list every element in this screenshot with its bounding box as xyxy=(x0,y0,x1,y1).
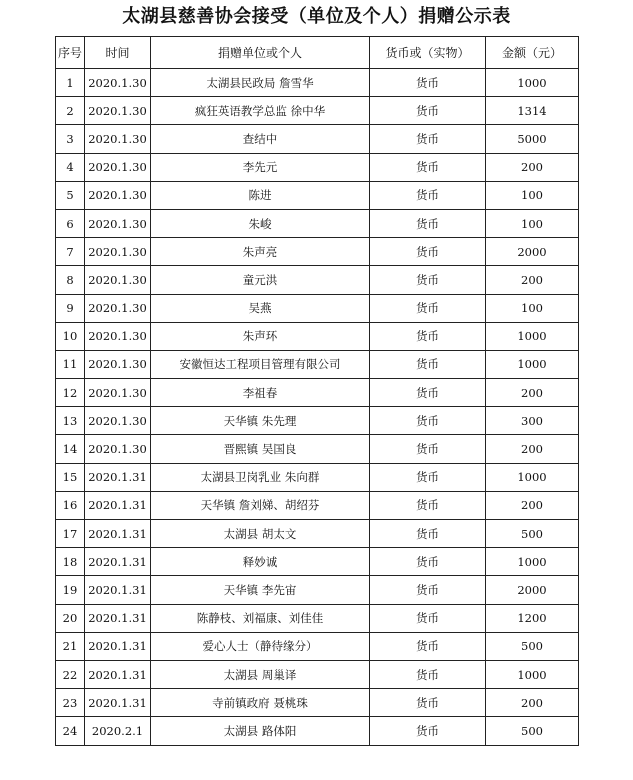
table-row xyxy=(56,491,579,519)
cell-index: 12 xyxy=(56,379,85,407)
donation-table xyxy=(55,36,579,746)
cell-amount: 500 xyxy=(486,717,579,745)
table-row xyxy=(56,576,579,604)
cell-type: 货币 xyxy=(370,125,486,153)
header-donor: 捐赠单位或个人 xyxy=(151,37,370,69)
cell-date: 2020.1.30 xyxy=(85,97,151,125)
cell-date: 2020.1.31 xyxy=(85,604,151,632)
cell-amount: 100 xyxy=(486,294,579,322)
cell-type: 货币 xyxy=(370,689,486,717)
cell-amount: 1000 xyxy=(486,463,579,491)
cell-index: 17 xyxy=(56,520,85,548)
cell-index: 13 xyxy=(56,407,85,435)
cell-date: 2020.1.30 xyxy=(85,238,151,266)
cell-donor: 天华镇 李先宙 xyxy=(151,576,370,604)
cell-amount: 100 xyxy=(486,181,579,209)
table-row xyxy=(56,604,579,632)
header-date: 时间 xyxy=(85,37,151,69)
cell-amount: 1000 xyxy=(486,350,579,378)
header-type: 货币或（实物） xyxy=(370,37,486,69)
cell-index: 9 xyxy=(56,294,85,322)
cell-date: 2020.1.30 xyxy=(85,350,151,378)
cell-date: 2020.1.31 xyxy=(85,576,151,604)
cell-date: 2020.2.1 xyxy=(85,717,151,745)
table-body xyxy=(56,69,579,746)
cell-index: 7 xyxy=(56,238,85,266)
cell-amount: 200 xyxy=(486,379,579,407)
cell-type: 货币 xyxy=(370,69,486,97)
cell-date: 2020.1.30 xyxy=(85,125,151,153)
table-row xyxy=(56,181,579,209)
cell-type: 货币 xyxy=(370,153,486,181)
cell-type: 货币 xyxy=(370,435,486,463)
table-row xyxy=(56,238,579,266)
cell-date: 2020.1.31 xyxy=(85,463,151,491)
cell-donor: 太湖县民政局 詹雪华 xyxy=(151,69,370,97)
cell-date: 2020.1.30 xyxy=(85,407,151,435)
table-row xyxy=(56,266,579,294)
table-row xyxy=(56,153,579,181)
cell-donor: 安徽恒达工程项目管理有限公司 xyxy=(151,350,370,378)
table-header-row xyxy=(56,37,579,69)
cell-date: 2020.1.31 xyxy=(85,520,151,548)
table-row xyxy=(56,379,579,407)
cell-donor: 太湖县卫岗乳业 朱向群 xyxy=(151,463,370,491)
cell-donor: 太湖县 胡太文 xyxy=(151,520,370,548)
page-title: 太湖县慈善协会接受（单位及个人）捐赠公示表 xyxy=(122,6,511,27)
cell-donor: 疯狂英语教学总监 徐中华 xyxy=(151,97,370,125)
cell-date: 2020.1.30 xyxy=(85,379,151,407)
cell-index: 18 xyxy=(56,548,85,576)
cell-amount: 200 xyxy=(486,435,579,463)
cell-type: 货币 xyxy=(370,491,486,519)
cell-amount: 300 xyxy=(486,407,579,435)
cell-index: 10 xyxy=(56,322,85,350)
cell-index: 24 xyxy=(56,717,85,745)
cell-type: 货币 xyxy=(370,463,486,491)
cell-index: 2 xyxy=(56,97,85,125)
cell-index: 22 xyxy=(56,660,85,688)
cell-type: 货币 xyxy=(370,322,486,350)
cell-index: 14 xyxy=(56,435,85,463)
table-row xyxy=(56,632,579,660)
cell-type: 货币 xyxy=(370,294,486,322)
cell-amount: 500 xyxy=(486,520,579,548)
cell-type: 货币 xyxy=(370,350,486,378)
cell-amount: 200 xyxy=(486,153,579,181)
table-row xyxy=(56,209,579,237)
cell-amount: 2000 xyxy=(486,238,579,266)
cell-date: 2020.1.30 xyxy=(85,209,151,237)
cell-type: 货币 xyxy=(370,632,486,660)
cell-donor: 朱声亮 xyxy=(151,238,370,266)
cell-amount: 1000 xyxy=(486,660,579,688)
cell-index: 4 xyxy=(56,153,85,181)
cell-donor: 吴燕 xyxy=(151,294,370,322)
cell-index: 21 xyxy=(56,632,85,660)
cell-donor: 李先元 xyxy=(151,153,370,181)
cell-index: 20 xyxy=(56,604,85,632)
cell-index: 5 xyxy=(56,181,85,209)
header-index: 序号 xyxy=(56,37,85,69)
table-row xyxy=(56,350,579,378)
table-row xyxy=(56,717,579,745)
cell-amount: 2000 xyxy=(486,576,579,604)
cell-donor: 晋熙镇 吴国良 xyxy=(151,435,370,463)
cell-donor: 童元洪 xyxy=(151,266,370,294)
cell-amount: 1200 xyxy=(486,604,579,632)
cell-donor: 朱声环 xyxy=(151,322,370,350)
table-row xyxy=(56,294,579,322)
cell-type: 货币 xyxy=(370,548,486,576)
cell-donor: 陈进 xyxy=(151,181,370,209)
cell-type: 货币 xyxy=(370,266,486,294)
cell-type: 货币 xyxy=(370,576,486,604)
table-row xyxy=(56,407,579,435)
cell-donor: 寺前镇政府 聂桃珠 xyxy=(151,689,370,717)
cell-date: 2020.1.30 xyxy=(85,69,151,97)
table-row xyxy=(56,689,579,717)
cell-amount: 200 xyxy=(486,266,579,294)
cell-type: 货币 xyxy=(370,604,486,632)
cell-type: 货币 xyxy=(370,717,486,745)
cell-date: 2020.1.30 xyxy=(85,322,151,350)
cell-date: 2020.1.31 xyxy=(85,689,151,717)
cell-donor: 爱心人士（静待缘分） xyxy=(151,632,370,660)
cell-date: 2020.1.30 xyxy=(85,266,151,294)
cell-index: 6 xyxy=(56,209,85,237)
table-row xyxy=(56,322,579,350)
cell-donor: 李祖春 xyxy=(151,379,370,407)
cell-index: 8 xyxy=(56,266,85,294)
cell-type: 货币 xyxy=(370,181,486,209)
cell-type: 货币 xyxy=(370,209,486,237)
cell-type: 货币 xyxy=(370,238,486,266)
cell-date: 2020.1.31 xyxy=(85,660,151,688)
table-row xyxy=(56,520,579,548)
cell-type: 货币 xyxy=(370,379,486,407)
cell-amount: 100 xyxy=(486,209,579,237)
cell-date: 2020.1.31 xyxy=(85,491,151,519)
table-row xyxy=(56,69,579,97)
cell-date: 2020.1.30 xyxy=(85,294,151,322)
cell-donor: 陈静枝、刘福康、刘佳佳 xyxy=(151,604,370,632)
table-row xyxy=(56,548,579,576)
table-row xyxy=(56,435,579,463)
cell-amount: 1314 xyxy=(486,97,579,125)
cell-date: 2020.1.31 xyxy=(85,548,151,576)
cell-index: 3 xyxy=(56,125,85,153)
cell-date: 2020.1.30 xyxy=(85,181,151,209)
table-row xyxy=(56,463,579,491)
cell-amount: 1000 xyxy=(486,322,579,350)
cell-index: 16 xyxy=(56,491,85,519)
table-row xyxy=(56,660,579,688)
cell-type: 货币 xyxy=(370,660,486,688)
cell-index: 15 xyxy=(56,463,85,491)
table-row xyxy=(56,125,579,153)
cell-donor: 天华镇 朱先理 xyxy=(151,407,370,435)
cell-amount: 1000 xyxy=(486,69,579,97)
cell-date: 2020.1.30 xyxy=(85,153,151,181)
cell-index: 1 xyxy=(56,69,85,97)
cell-type: 货币 xyxy=(370,97,486,125)
cell-amount: 500 xyxy=(486,632,579,660)
cell-index: 23 xyxy=(56,689,85,717)
cell-type: 货币 xyxy=(370,407,486,435)
cell-date: 2020.1.31 xyxy=(85,632,151,660)
cell-donor: 太湖县 周巢译 xyxy=(151,660,370,688)
cell-amount: 200 xyxy=(486,491,579,519)
cell-index: 11 xyxy=(56,350,85,378)
cell-index: 19 xyxy=(56,576,85,604)
cell-date: 2020.1.30 xyxy=(85,435,151,463)
cell-donor: 天华镇 詹刘娣、胡绍芬 xyxy=(151,491,370,519)
cell-amount: 1000 xyxy=(486,548,579,576)
table-row xyxy=(56,97,579,125)
cell-amount: 5000 xyxy=(486,125,579,153)
cell-donor: 查结中 xyxy=(151,125,370,153)
cell-donor: 释妙诚 xyxy=(151,548,370,576)
cell-type: 货币 xyxy=(370,520,486,548)
header-amount: 金额（元） xyxy=(486,37,579,69)
cell-donor: 太湖县 路体阳 xyxy=(151,717,370,745)
cell-amount: 200 xyxy=(486,689,579,717)
cell-donor: 朱峻 xyxy=(151,209,370,237)
